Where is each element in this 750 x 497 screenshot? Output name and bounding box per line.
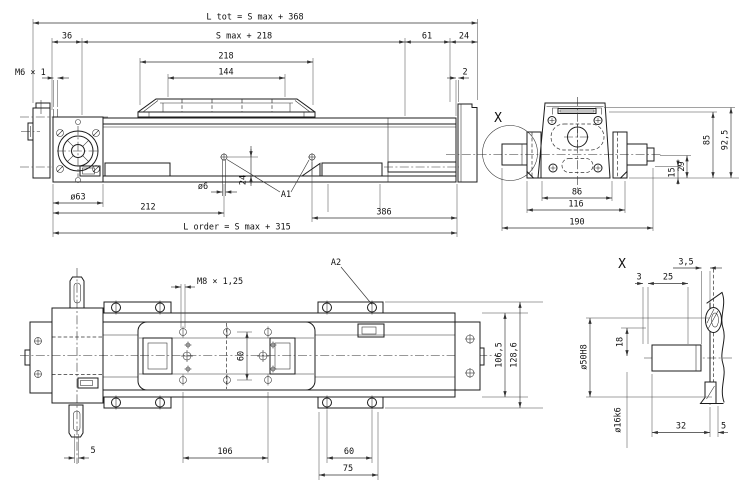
side-extension-lines [33, 19, 478, 237]
dim-106: 106 [217, 447, 233, 457]
plan-view [20, 258, 543, 480]
dim-3: 3 [636, 272, 642, 283]
thread-label-m8: M8 × 1,25 [197, 277, 244, 287]
thread-label-m6: M6 × 1 [15, 68, 46, 78]
dim-92-5: 92,5 [720, 129, 731, 151]
carriage-side [138, 99, 315, 117]
dim-15: 15 [667, 167, 678, 178]
dim-dia63: ø63 [70, 192, 86, 203]
dim-dia16k6: ø16k6 [613, 407, 624, 433]
dim-190: 190 [569, 217, 585, 228]
dim-60-base: 60 [343, 447, 355, 457]
dim-3-5: 3,5 [678, 257, 694, 268]
dim-75: 75 [342, 464, 354, 474]
dim-212: 212 [140, 202, 156, 213]
detail-x-circle [483, 126, 538, 181]
dim-106-5: 106,5 [494, 342, 505, 368]
end-view [446, 97, 739, 231]
dim-116: 116 [568, 199, 584, 210]
gearbox-flange [53, 109, 103, 183]
dim-218: 218 [218, 51, 234, 62]
dim-s-max-218: S max + 218 [215, 31, 273, 42]
dim-386: 386 [376, 207, 392, 218]
lubrication-holes [220, 153, 316, 196]
dim-dia6: ø6 [197, 182, 209, 192]
dim-l-tot: L tot = S max + 368 [206, 12, 304, 23]
output-shaft [652, 345, 701, 371]
dim-128-6: 128,6 [509, 342, 520, 368]
end-dimensions [502, 108, 731, 229]
dim-24-top: 24 [458, 31, 470, 42]
body-profile [80, 118, 459, 182]
callout-a2: A2 [330, 258, 342, 268]
dim-32: 32 [675, 421, 687, 432]
dim-18: 18 [615, 336, 626, 348]
detail-label-x: X [618, 257, 626, 272]
dim-144: 144 [218, 67, 234, 78]
side-view [15, 13, 478, 238]
dim-86: 86 [571, 187, 583, 198]
dim-5-keyway: 5 [90, 446, 96, 456]
dim-2: 2 [462, 67, 468, 78]
end-block-plan [455, 322, 484, 390]
callout-a1: A1 [280, 190, 292, 200]
dim-36: 36 [61, 31, 73, 42]
dim-25: 25 [662, 272, 674, 283]
dim-29: 29 [677, 161, 687, 172]
dim-5-detail: 5 [720, 421, 727, 432]
dim-l-order: L order = S max + 315 [183, 222, 291, 233]
dim-24-side: 24 [238, 174, 249, 186]
dim-dia50h8: ø50H8 [579, 344, 590, 370]
end-cap [458, 104, 477, 182]
gearbox-plan [25, 268, 103, 464]
dim-60-carriage: 60 [236, 350, 247, 362]
carriage-plan [138, 322, 315, 390]
end-housing [502, 97, 654, 193]
side-dimensions [15, 13, 478, 234]
dim-61: 61 [421, 31, 433, 42]
detail-ref-x: X [494, 111, 502, 126]
end-extension-lines [502, 108, 739, 232]
detail-x-view [580, 257, 734, 448]
dim-85: 85 [702, 134, 713, 146]
